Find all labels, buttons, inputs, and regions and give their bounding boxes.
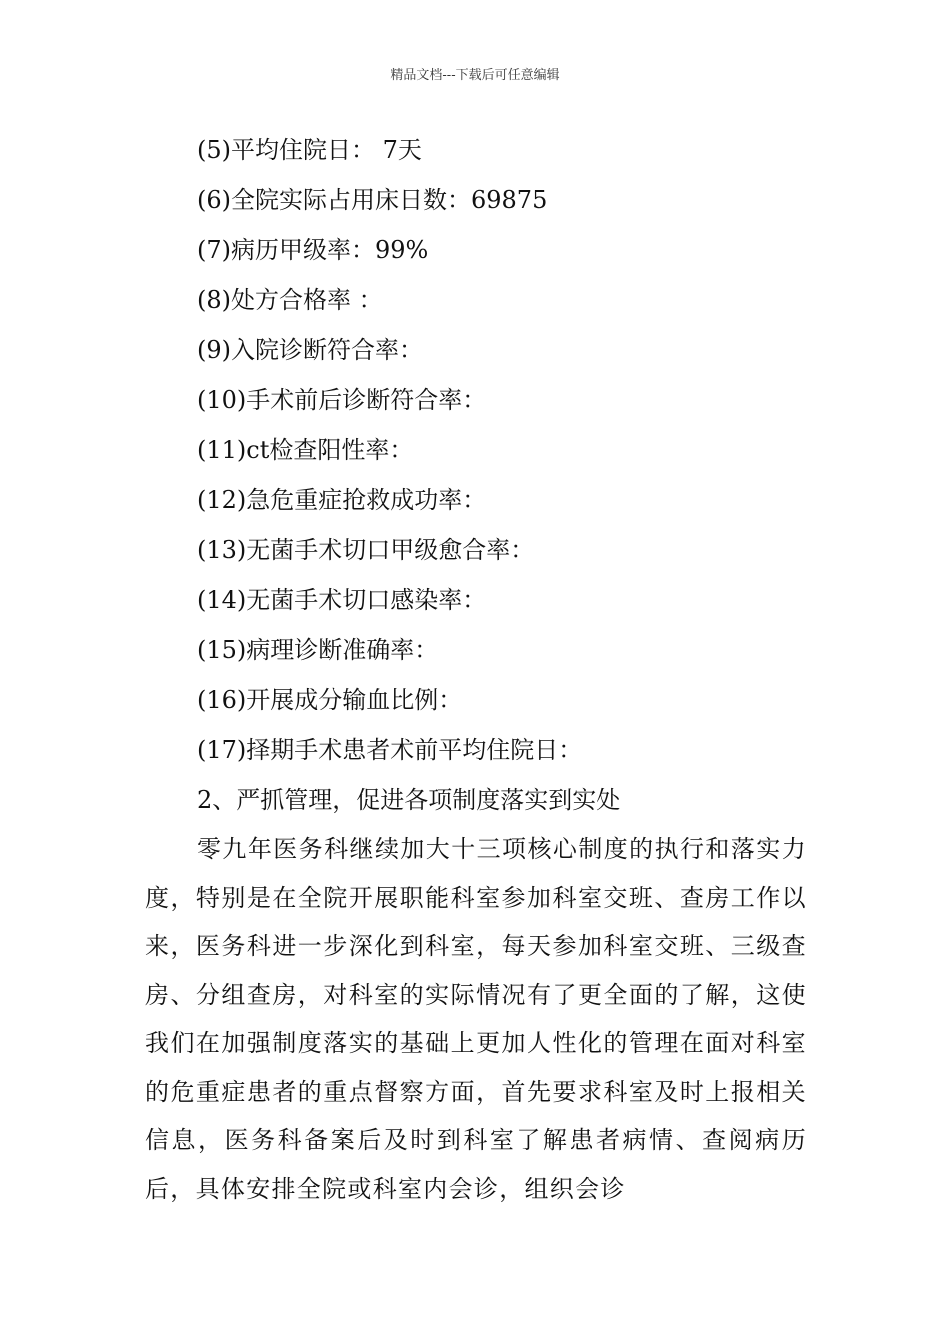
body-paragraph: 零九年医务科继续加大十三项核心制度的执行和落实力度，特别是在全院开展职能科室参加科室交班、查房工作以来，医务科进一步深化到科室，每天参加科室交班、三级查房、分组查房，对科室的实际情况有了更全面的了解，这使我们在加强制度落实的基础上更加人性化的管理在面对科室的危重症患者的重点督察方面，首先要求科室及时上报相关信息，医务科备案后及时到科室了解患者病情、查阅病历后，具体安排全院或科室内会诊，组织会诊	[145, 835, 807, 1203]
stat-item-6: (6)全院实际占用床日数：69875	[197, 186, 548, 214]
stat-item-8: (8)处方合格率 ：	[197, 286, 383, 314]
section-heading: 2、严抓管理，促进各项制度落实到实处	[197, 786, 621, 814]
stat-item-17: (17)择期手术患者术前平均住院日：	[197, 736, 583, 764]
stat-item-15: (15)病理诊断准确率：	[197, 636, 439, 664]
stat-item-14: (14)无菌手术切口感染率：	[197, 586, 487, 614]
stat-item-5: (5)平均住院日： 7天	[197, 136, 422, 164]
stat-item-13: (13)无菌手术切口甲级愈合率：	[197, 536, 535, 564]
page-header: 精品文档---下载后可任意编辑	[390, 68, 560, 83]
document-body	[145, 125, 807, 1213]
statistics-list	[145, 125, 807, 775]
stat-item-16: (16)开展成分输血比例：	[197, 686, 463, 714]
stat-item-7: (7)病历甲级率：99%	[197, 236, 429, 264]
stat-item-11: (11)ct检查阳性率：	[197, 436, 414, 464]
stat-item-10: (10)手术前后诊断符合率：	[197, 386, 487, 414]
stat-item-9: (9)入院诊断符合率：	[197, 336, 423, 364]
stat-item-12: (12)急危重症抢救成功率：	[197, 486, 487, 514]
